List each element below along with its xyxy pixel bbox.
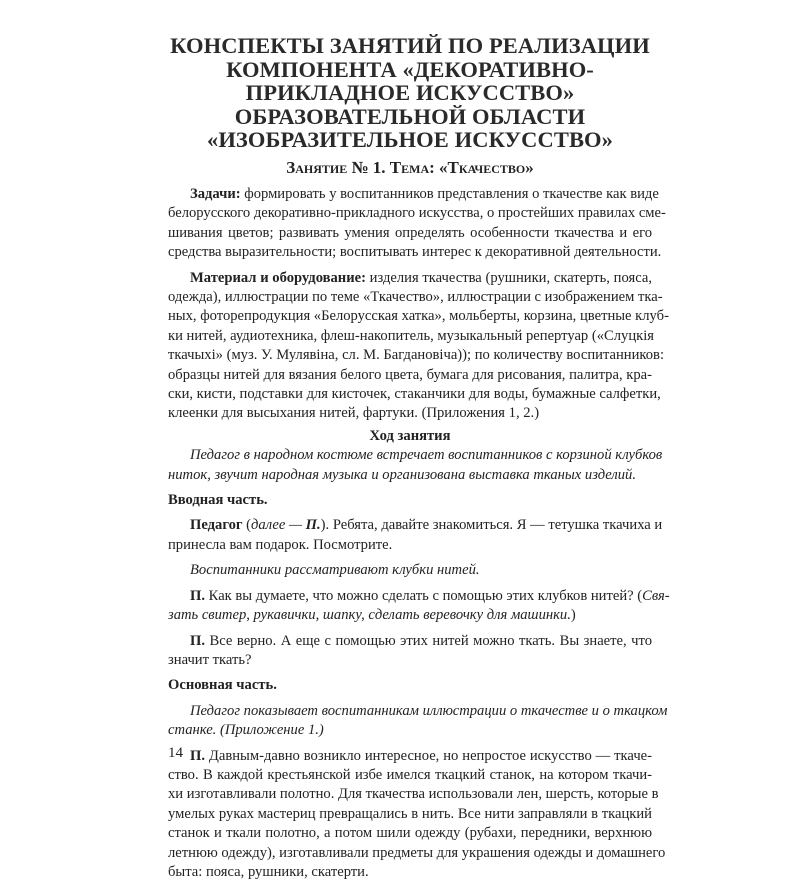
italic-run: далее — xyxy=(251,517,306,534)
intro-stage-direction xyxy=(168,446,663,485)
tasks-paragraph xyxy=(168,185,666,263)
document-page xyxy=(168,33,670,882)
text-run: быта: пояса, рушники, скатерти. xyxy=(168,863,369,880)
materials-paragraph xyxy=(168,269,669,424)
bold-run: П. xyxy=(190,587,205,604)
text-line xyxy=(168,606,652,625)
intro-part-heading xyxy=(168,491,652,510)
text-run: Все верно. А еще с помощью этих нитей можно ткать. Вы знаете, что xyxy=(205,632,652,649)
text-line xyxy=(168,516,663,535)
text-run: хи изготавливали полотно. Для ткачества использовали лен, шерсть, которые в xyxy=(168,786,659,803)
text-run: формировать у воспитанников представления о ткачестве как виде xyxy=(240,185,659,202)
title-line: «ИЗОБРАЗИТЕЛЬНОЕ ИСКУССТВО» xyxy=(206,127,614,153)
bold-run: П. xyxy=(190,747,205,764)
teacher-greeting xyxy=(168,516,663,555)
text-line xyxy=(168,805,652,824)
title-line: ПРИКЛАДНОЕ ИСКУССТВО» xyxy=(245,80,575,106)
text-line xyxy=(168,185,659,204)
text-line xyxy=(168,307,669,326)
text-run: Давным-давно возникло интересное, но непростое искусство — ткаче- xyxy=(205,747,652,764)
text-line xyxy=(168,404,652,423)
text-run: образцы нитей для вязания белого цвета, бумага для рисования, палитра, кра- xyxy=(168,366,652,383)
text-run: ткачыхі» (муз. У. Мулявіна, сл. М. Багдановіча)); по количеству воспитанников: xyxy=(168,347,664,364)
text-run: ки нитей, аудиотехника, флеш-накопитель, музыкальный репертуар («Слуцкія xyxy=(168,327,655,344)
bold-run: Задачи: xyxy=(190,185,241,202)
teacher-weaving-question xyxy=(168,632,652,671)
text-line xyxy=(168,747,652,766)
main-part-heading xyxy=(168,676,652,695)
text-line xyxy=(168,651,652,670)
text-run: белорусского декоративно-прикладного искусства, о простейших правилах сме- xyxy=(168,205,666,222)
text-line xyxy=(168,446,663,465)
title-line: ОБРАЗОВАТЕЛЬНОЙ ОБЛАСТИ xyxy=(234,103,586,129)
lesson-heading: Занятие № 1. Тема: «Ткачество» xyxy=(286,157,534,177)
text-run: станок и ткали полотно, а потом шили одежду (рубахи, передники, верхнюю xyxy=(168,825,652,842)
bold-run: Ход занятия xyxy=(369,427,451,444)
italic-run: Воспитанники рассматривают клубки нитей. xyxy=(190,562,480,579)
text-line xyxy=(168,427,652,446)
text-line xyxy=(168,844,666,863)
text-line xyxy=(168,561,652,580)
text-line xyxy=(168,702,668,721)
text-line xyxy=(168,536,652,555)
text-line xyxy=(168,204,666,223)
italic-run: станке. (Приложение 1.) xyxy=(168,722,324,739)
text-line xyxy=(168,466,652,485)
text-line xyxy=(168,587,670,606)
text-line xyxy=(168,288,663,307)
text-run: шивания цветов; развивать умения определять особенности ткачества и его xyxy=(168,224,652,241)
text-line xyxy=(168,243,662,262)
bold-run: Основная часть. xyxy=(168,677,277,694)
text-line xyxy=(168,385,661,404)
text-line xyxy=(168,224,652,243)
bold-run: Материал и оборудование: xyxy=(190,269,366,286)
text-line xyxy=(168,632,652,651)
text-run: изделия ткачества (рушники, скатерть, пояса, xyxy=(365,269,652,286)
bold-run: П. xyxy=(305,517,321,534)
children-look-direction xyxy=(168,561,652,580)
teacher-question xyxy=(168,587,670,626)
bold-run: Вводная часть. xyxy=(168,492,268,509)
text-line xyxy=(168,346,664,365)
text-line xyxy=(168,269,652,288)
italic-run: Свя- xyxy=(642,587,670,604)
text-run: Как вы думаете, что можно сделать с помощью этих клубков нитей? ( xyxy=(205,587,643,604)
text-run: средства выразительности; воспитывать интерес к декоративной деятельности. xyxy=(168,244,662,261)
text-line xyxy=(168,766,652,785)
page-number: 14 xyxy=(168,745,183,761)
text-run: умелых руках мастериц превращались в нить. Все нити заправляли в ткацкий xyxy=(168,805,652,822)
main-stage-direction xyxy=(168,702,668,741)
text-run: ). Ребята, давайте знакомиться. Я — тетушка ткачиха и xyxy=(320,517,663,534)
text-line xyxy=(168,491,652,510)
text-line xyxy=(168,721,652,740)
text-run: значит ткать? xyxy=(168,651,252,668)
bold-run: П. xyxy=(190,632,205,649)
text-run: принесла вам подарок. Посмотрите. xyxy=(168,536,393,553)
italic-run: ниток, звучит народная музыка и организована выставка тканых изделий. xyxy=(168,466,636,483)
bold-run: Педагог xyxy=(190,517,243,534)
chapter-title xyxy=(168,34,652,152)
title-line: КОНСПЕКТЫ ЗАНЯТИЙ ПО РЕАЛИЗАЦИИ xyxy=(170,33,650,58)
italic-run: зать свитер, рукавички, шапку, сделать веревочку для машинки. xyxy=(168,607,571,624)
document-body xyxy=(168,185,670,882)
text-run: ( xyxy=(242,517,252,534)
text-run: одежда), иллюстрации по теме «Ткачество», иллюстрации с изображением тка- xyxy=(168,289,663,305)
text-line xyxy=(168,366,652,385)
text-line xyxy=(168,327,655,346)
text-line xyxy=(168,676,652,695)
teacher-story xyxy=(168,747,666,882)
text-run: ство. В каждой крестьянской избе имелся ткацкий станок, на котором ткачи- xyxy=(168,766,652,783)
text-run: клеенки для высыхания нитей, фартуки. (Приложения 1, 2.) xyxy=(168,405,540,422)
title-line: КОМПОНЕНТА «ДЕКОРАТИВНО- xyxy=(226,56,594,82)
text-run: летнюю одежду), изготавливали предметы для украшения одежды и домашнего xyxy=(168,844,666,861)
italic-run: Педагог в народном костюме встречает воспитанников с корзиной клубков xyxy=(190,447,663,464)
italic-run: Педагог показывает воспитанникам иллюстрации о ткачестве и о ткацком xyxy=(190,702,668,719)
text-run: ски, кисти, подставки для кисточек, стаканчики для воды, бумажные салфетки, xyxy=(168,386,661,403)
text-line xyxy=(168,824,652,843)
text-run: ) xyxy=(570,607,576,624)
text-run: ных, фоторепродукция «Белорусская хатка», мольберты, корзина, цветные клуб- xyxy=(168,308,669,325)
lesson-progress-heading xyxy=(168,427,652,446)
text-line xyxy=(168,785,659,804)
text-line xyxy=(168,863,652,882)
